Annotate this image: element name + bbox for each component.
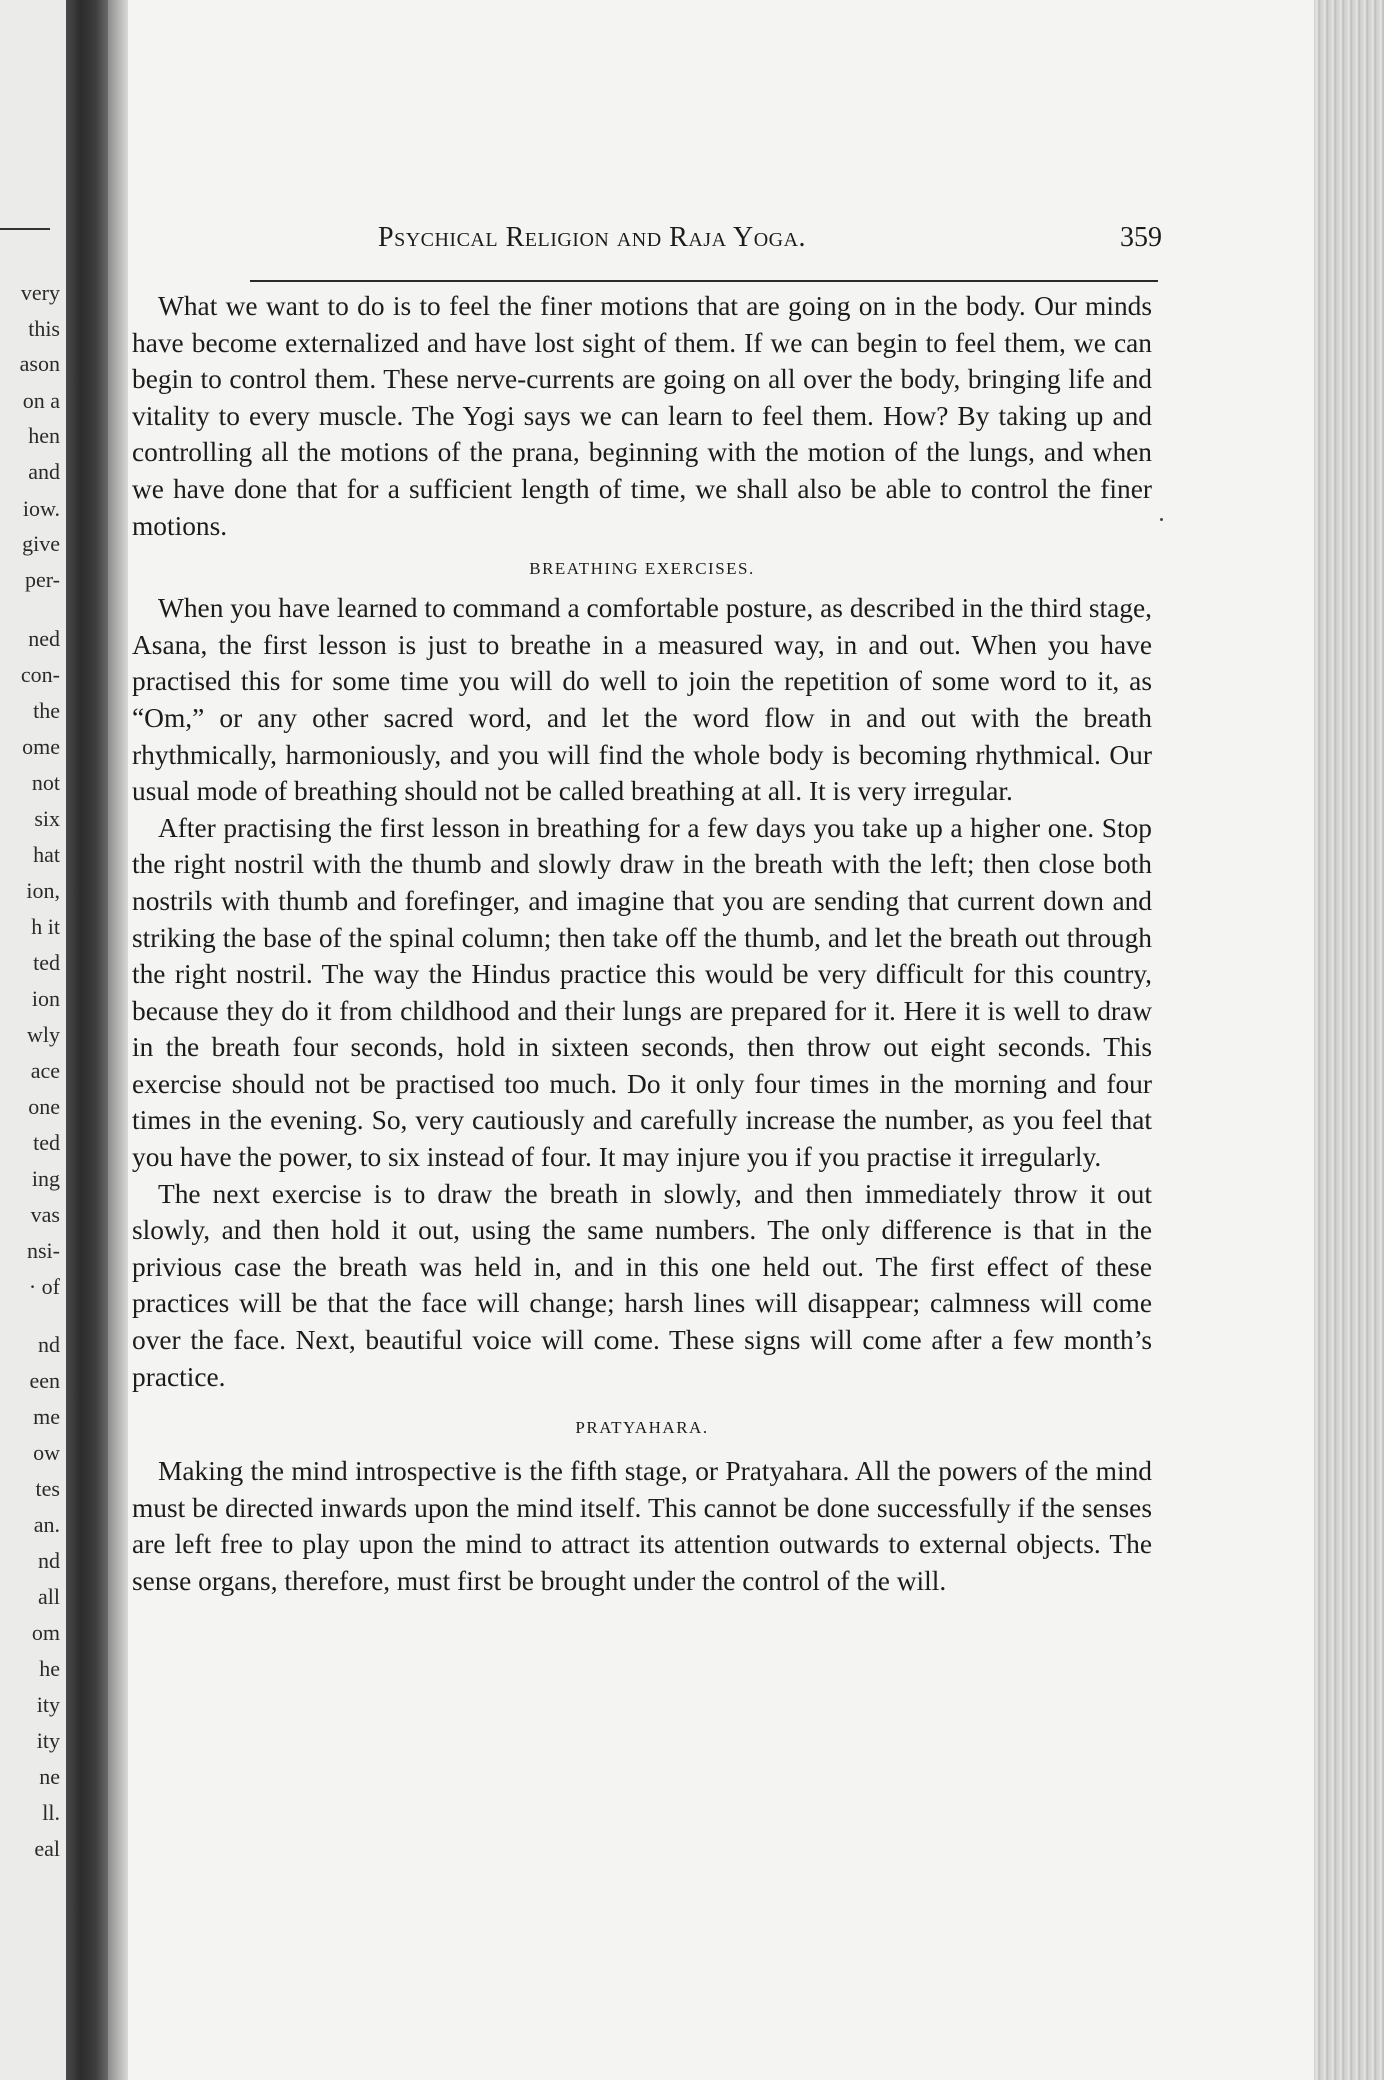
page-body — [132, 288, 1152, 1600]
adjacent-page-fragment: give — [22, 531, 60, 556]
adjacent-page-fragment: he — [39, 1656, 60, 1681]
adjacent-page-fragment: all — [38, 1584, 60, 1609]
adjacent-page-fragment: ome — [22, 734, 60, 759]
adjacent-page-fragment: and — [28, 459, 60, 484]
adjacent-page-fragment: very — [20, 280, 60, 305]
adjacent-page-fragment: nsi- — [27, 1238, 60, 1263]
running-head: Psychical Religion and Raja Yoga. — [378, 222, 807, 253]
adjacent-page-fragment: one — [28, 1094, 60, 1119]
adjacent-page-fragment: iow. — [22, 496, 60, 521]
adjacent-page-sliver — [0, 0, 66, 2080]
adjacent-page-fragment: on a — [22, 388, 60, 413]
adjacent-page-fragment: ing — [31, 1166, 60, 1191]
adjacent-page-fragment: ason — [19, 351, 60, 376]
adjacent-page-fragment: ted — [33, 950, 60, 975]
adjacent-page-fragment: not — [31, 770, 60, 795]
section-heading-pratyahara: PRATYAHARA. — [575, 1418, 709, 1438]
adjacent-page-fragment: ll. — [42, 1800, 60, 1825]
adjacent-page-fragment: ion — [31, 986, 60, 1011]
adjacent-page-fragment: con- — [20, 662, 60, 687]
adjacent-page-fragment: ion, — [26, 878, 60, 903]
adjacent-page-fragment: om — [31, 1620, 60, 1645]
intro-paragraph: What we want to do is to feel the finer motions that are going on in the body. Our minds have become externalized and have lost sight of them. If we can begin to feel them, we can begin to control them. These nerve-currents are going on all over the body, bringing life and vitality to every muscle. The Yogi says we can learn to feel them. How? By taking up and controlling all the motions of the prana, beginning with the motion of the lungs, and when we have done that for a sufficient length of time, we shall also be able to control the finer motions. — [132, 291, 1152, 541]
adjacent-page-fragment: an. — [33, 1512, 60, 1537]
adjacent-page-fragment: eal — [34, 1836, 60, 1861]
body-paragraph: The next exercise is to draw the breath in slowly, and then immediately throw it out slowly, and then hold it out, using the same numbers. The only difference is that in the privious case the breath was held in, and in this one held out. The first effect of these practices will be that the face will change; harsh lines will disappear; calmness will come over the face. Next, beautiful voice will come. These signs will come after a few month’s practice. — [132, 1178, 1152, 1392]
adjacent-page-fragment: this — [28, 316, 60, 341]
adjacent-page-rule — [0, 228, 50, 230]
page-inner-edge — [108, 0, 128, 2080]
header-rule — [250, 280, 1158, 282]
page-number: 359 — [1120, 222, 1162, 253]
book-spine-gutter — [66, 0, 108, 2080]
adjacent-page-fragment: nd — [38, 1548, 60, 1573]
print-speck — [1160, 518, 1163, 521]
section-heading-breathing-exercises: BREATHING EXERCISES. — [529, 559, 755, 579]
adjacent-page-fragment: me — [33, 1404, 60, 1429]
adjacent-page-fragment: een — [29, 1368, 60, 1393]
adjacent-page-fragment: · of — [28, 1274, 60, 1299]
adjacent-page-fragment: the — [33, 698, 60, 723]
adjacent-page-fragment: ace — [30, 1058, 60, 1083]
page-header — [378, 222, 1162, 262]
adjacent-page-fragment: ow — [33, 1440, 60, 1465]
body-paragraph: Making the mind introspective is the fifth stage, or Pratyahara. All the powers of the mind must be directed inwards upon the mind itself. This cannot be done successfully if the senses are left free to play upon the mind to attract its attention outwards to external objects. The sense organs, therefore, must first be brought under the control of the will. — [132, 1456, 1152, 1596]
adjacent-page-fragment: ne — [39, 1764, 60, 1789]
body-paragraph: When you have learned to command a comfortable posture, as described in the third stage, Asana, the first lesson is just to breathe in a measured way, in and out. When you have practised this for some time you will do well to join the repetition of some word to it, as “Om,” or any other sacred word, and let the word flow in and out with the breath rhythmically, harmoniously, and you will find the whole body is becoming rhythmical. Our usual mode of breathing should not be called breathing at all. It is very irregular. — [132, 593, 1152, 807]
adjacent-page-fragment: tes — [35, 1476, 60, 1501]
adjacent-page-fragment: nd — [38, 1332, 60, 1357]
adjacent-page-fragment: hen — [28, 423, 60, 448]
page-stack-edges — [1314, 0, 1384, 2080]
adjacent-page-fragment: vas — [30, 1202, 60, 1227]
adjacent-page-fragment: ity — [36, 1692, 60, 1717]
adjacent-page-fragment: h it — [31, 914, 60, 939]
adjacent-page-fragment: hat — [33, 842, 60, 867]
adjacent-page-fragment: per- — [25, 567, 60, 592]
body-paragraph: After practising the first lesson in breathing for a few days you take up a higher one. Stop the right nostril with the thumb and slowly draw in the breath with the left; then close both nostrils with thumb and forefinger, and imagine that you are sending that current down and striking the base of the spinal column; then take off the thumb, and let the breath out through the right nostril. The way the Hindus practice this would be very difficult for this country, because they do it from childhood and their lungs are prepared for it. Here it is well to draw in the breath four seconds, hold in sixteen seconds, then throw out eight seconds. This exercise should not be practised too much. Do it only four times in the morning and four times in the evening. So, very cautiously and carefully increase the number, as you feel that you have the power, to six instead of four. It may injure you if you practise it irregularly. — [132, 812, 1152, 1173]
adjacent-page-fragment: wly — [27, 1022, 60, 1047]
adjacent-page-fragment: ted — [33, 1130, 60, 1155]
adjacent-page-fragment: six — [34, 806, 60, 831]
adjacent-page-fragment: ned — [28, 626, 60, 651]
adjacent-page-fragment: ity — [36, 1728, 60, 1753]
